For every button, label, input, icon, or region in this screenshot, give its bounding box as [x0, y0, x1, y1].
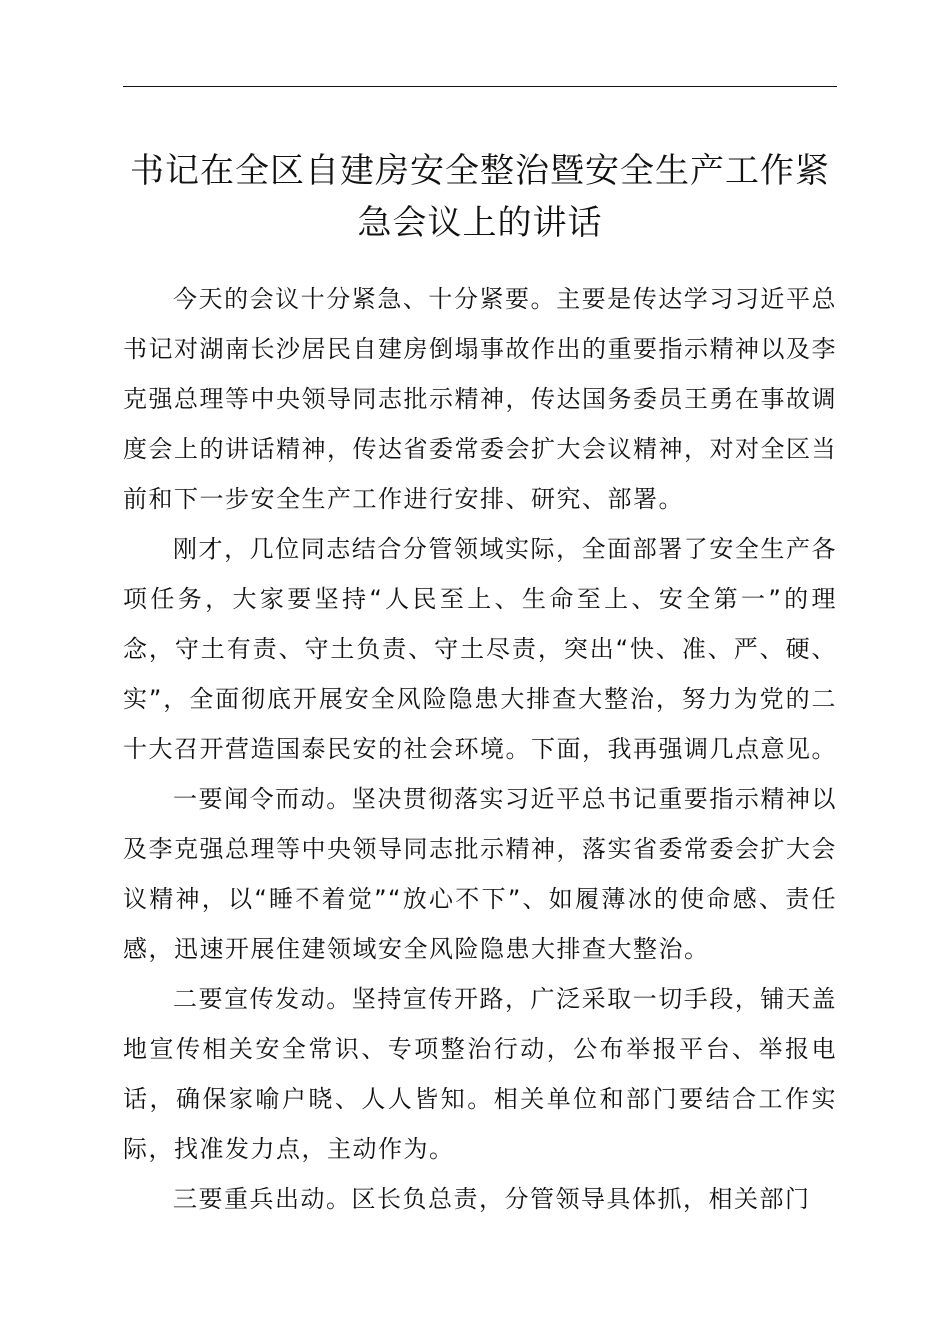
paragraph-point-1: 一要闻令而动。坚决贯彻落实习近平总书记重要指示精神以及李克强总理等中央领导同志批示精神，落实省委常委会扩大会议精神，以“睡不着觉”“放心不下”、如履薄冰的使命感、责任感，迅速开展住建领域安全风险隐患大排查大整治。	[123, 785, 837, 963]
paragraph-opening: 今天的会议十分紧急、十分紧要。主要是传达学习习近平总书记对湖南长沙居民自建房倒塌事故作出的重要指示精神以及李克强总理等中央领导同志批示精神，传达国务委员王勇在事故调度会上的讲话精神，传达省委常委会扩大会议精神，对对全区当前和下一步安全生产工作进行安排、研究、部署。	[123, 285, 837, 513]
document-body	[123, 274, 837, 1224]
title-line-1: 书记在全区自建房安全整治暨安全生产工作紧	[130, 151, 830, 191]
header-rule	[123, 86, 837, 87]
document-title	[110, 145, 850, 249]
paragraph-point-2: 二要宣传发动。坚持宣传开路，广泛采取一切手段，铺天盖地宣传相关安全常识、专项整治行动，公布举报平台、举报电话，确保家喻户晓、人人皆知。相关单位和部门要结合工作实际，找准发力点，主动作为。	[123, 985, 837, 1163]
paragraph-summary: 刚才，几位同志结合分管领域实际，全面部署了安全生产各项任务，大家要坚持“人民至上、生命至上、安全第一”的理念，守土有责、守土负责、守土尽责，突出“快、准、严、硬、实”，全面彻底开展安全风险隐患大排查大整治，努力为党的二十大召开营造国泰民安的社会环境。下面，我再强调几点意见。	[123, 535, 837, 763]
title-line-2: 急会议上的讲话	[357, 203, 603, 243]
paragraph-point-3: 三要重兵出动。区长负总责，分管领导具体抓，相关部门	[173, 1185, 811, 1213]
